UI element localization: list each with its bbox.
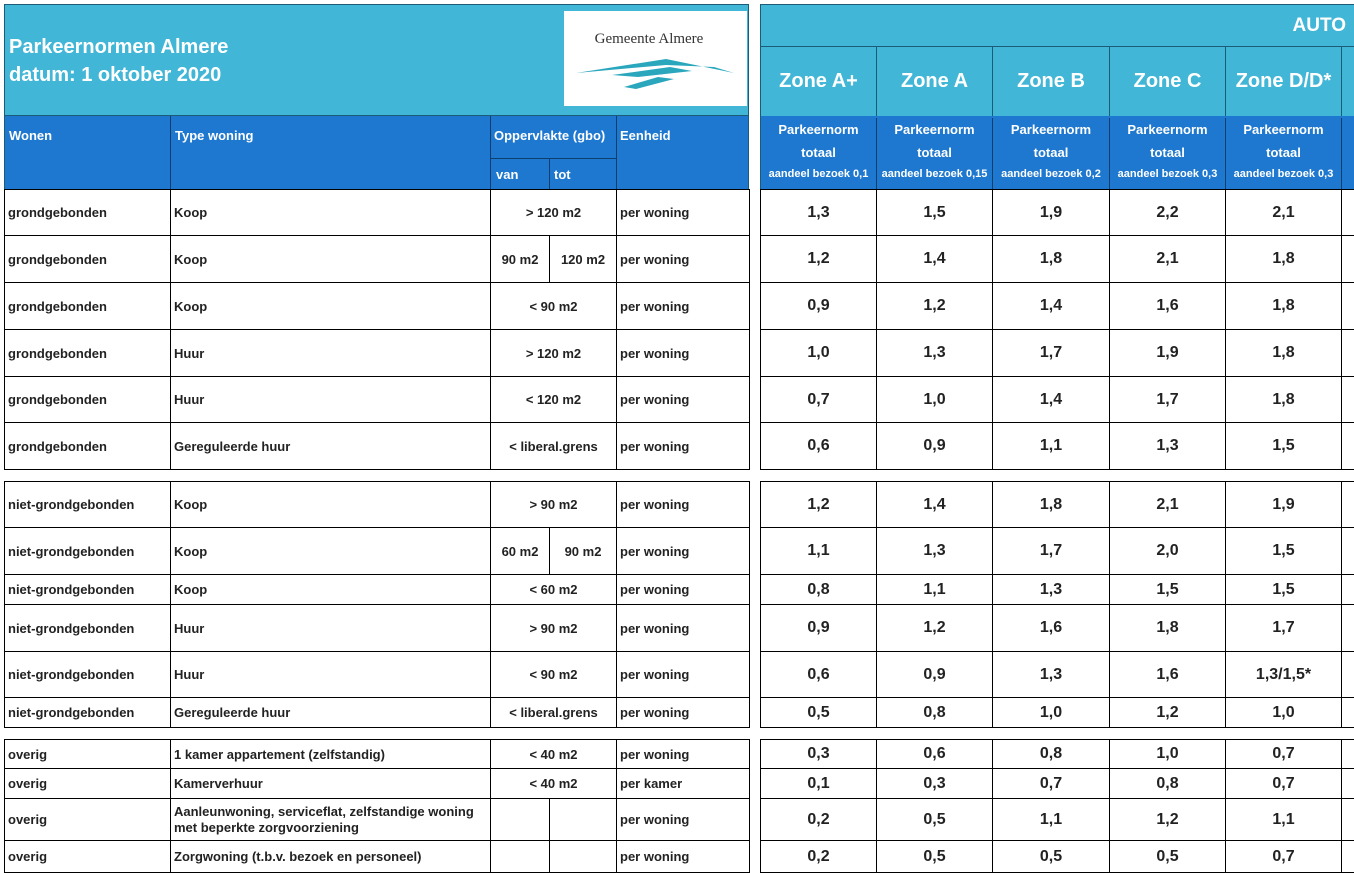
norm-value: 0,3 (877, 769, 993, 799)
row-category: overig (4, 739, 171, 769)
row-category: niet-grondgebonden (4, 528, 171, 575)
norm-total-label: totaal (917, 145, 952, 160)
row-category: overig (4, 799, 171, 841)
row-eenheid: per woning (617, 481, 750, 528)
row-edge-cell (1342, 605, 1354, 652)
norm-value: 2,1 (1226, 189, 1342, 236)
row-oppervlakte: > 90 m2 (491, 605, 617, 652)
zone-header: Zone C (1110, 46, 1226, 116)
norm-value: 1,0 (1110, 739, 1226, 769)
row-van: 90 m2 (491, 236, 550, 283)
row-eenheid: per woning (617, 528, 750, 575)
norm-label: Parkeernorm (894, 122, 975, 137)
row-oppervlakte: > 120 m2 (491, 189, 617, 236)
col-eenheid: Eenheid (620, 128, 671, 143)
row-eenheid: per woning (617, 236, 750, 283)
norm-header (993, 118, 1110, 189)
row-category: niet-grondgebonden (4, 481, 171, 528)
row-category: niet-grondgebonden (4, 698, 171, 728)
row-edge-cell (1342, 652, 1354, 698)
row-eenheid: per woning (617, 652, 750, 698)
norm-bezoek-label: aandeel bezoek 0,1 (768, 168, 869, 180)
page-date: datum: 1 oktober 2020 (9, 64, 222, 86)
norm-value: 1,2 (760, 481, 877, 528)
norm-label: Parkeernorm (1127, 122, 1208, 137)
row-type: Koop (171, 236, 491, 283)
row-category: grondgebonden (4, 236, 171, 283)
norm-bezoek-label: aandeel bezoek 0,2 (1001, 168, 1101, 180)
row-van (491, 841, 550, 873)
norm-header (1110, 118, 1226, 189)
col-tot: tot (554, 167, 571, 182)
norm-value: 1,9 (993, 189, 1110, 236)
norm-value: 0,7 (1226, 769, 1342, 799)
norm-value: 1,7 (1110, 377, 1226, 423)
norm-value: 0,6 (760, 423, 877, 470)
row-eenheid: per woning (617, 739, 750, 769)
row-eenheid: per kamer (617, 769, 750, 799)
norm-value: 0,8 (877, 698, 993, 728)
row-edge-cell (1342, 330, 1354, 377)
logo-wave-icon (574, 55, 734, 91)
norm-value: 1,8 (1110, 605, 1226, 652)
row-eenheid: per woning (617, 423, 750, 470)
auto-label: AUTO (1292, 15, 1346, 36)
zone-header: Zone D/D* (1226, 46, 1342, 116)
norm-value: 1,0 (760, 330, 877, 377)
norm-header (877, 118, 993, 189)
norm-value: 0,9 (877, 652, 993, 698)
row-oppervlakte: < 40 m2 (491, 769, 617, 799)
norm-total-label: totaal (1150, 145, 1185, 160)
zone-header: Zone A (877, 46, 993, 116)
row-edge-cell (1342, 698, 1354, 728)
row-category: niet-grondgebonden (4, 605, 171, 652)
row-edge-cell (1342, 377, 1354, 423)
norm-value: 1,0 (877, 377, 993, 423)
norm-value: 1,4 (993, 283, 1110, 330)
norm-value: 1,2 (1110, 799, 1226, 841)
norm-bezoek-label: aandeel bezoek 0,15 (881, 168, 988, 180)
row-oppervlakte: < liberal.grens (491, 698, 617, 728)
row-category: grondgebonden (4, 330, 171, 377)
row-category: overig (4, 841, 171, 873)
row-edge-cell (1342, 481, 1354, 528)
norm-value: 0,8 (993, 739, 1110, 769)
row-edge-cell (1342, 769, 1354, 799)
row-type: Koop (171, 189, 491, 236)
norm-header (1226, 118, 1342, 189)
norm-value: 1,8 (1226, 377, 1342, 423)
row-type: Aanleunwoning, serviceflat, zelfstandige woning met beperkte zorgvoorziening (171, 799, 491, 841)
norm-value: 1,2 (877, 283, 993, 330)
norm-value: 0,6 (760, 652, 877, 698)
row-eenheid: per woning (617, 575, 750, 605)
row-eenheid: per woning (617, 330, 750, 377)
norm-value: 1,3 (1110, 423, 1226, 470)
norm-value: 0,6 (877, 739, 993, 769)
row-oppervlakte: > 90 m2 (491, 481, 617, 528)
norm-value: 1,3/1,5* (1226, 652, 1342, 698)
norm-value: 0,3 (760, 739, 877, 769)
row-category: grondgebonden (4, 283, 171, 330)
row-eenheid: per woning (617, 605, 750, 652)
norm-value: 1,3 (760, 189, 877, 236)
row-type: Zorgwoning (t.b.v. bezoek en personeel) (171, 841, 491, 873)
row-oppervlakte: < liberal.grens (491, 423, 617, 470)
row-type: Gereguleerde huur (171, 423, 491, 470)
norm-value: 0,7 (760, 377, 877, 423)
norm-value: 1,3 (993, 575, 1110, 605)
row-type: Gereguleerde huur (171, 698, 491, 728)
row-type: Huur (171, 605, 491, 652)
row-category: grondgebonden (4, 377, 171, 423)
row-edge-cell (1342, 799, 1354, 841)
norm-value: 1,5 (1226, 528, 1342, 575)
norm-value: 1,5 (1226, 423, 1342, 470)
row-eenheid: per woning (617, 841, 750, 873)
row-oppervlakte: > 120 m2 (491, 330, 617, 377)
norm-value: 1,1 (1226, 799, 1342, 841)
municipality-logo (564, 11, 747, 106)
norm-value: 0,9 (760, 605, 877, 652)
norm-label: Parkeernorm (1243, 122, 1324, 137)
norm-value: 1,5 (1110, 575, 1226, 605)
norm-value: 1,7 (993, 330, 1110, 377)
col-van: van (496, 167, 519, 182)
norm-total-label: totaal (801, 145, 836, 160)
norm-value: 0,8 (760, 575, 877, 605)
col-wonen: Wonen (9, 128, 53, 143)
norm-value: 0,9 (877, 423, 993, 470)
norm-value: 1,8 (993, 236, 1110, 283)
norm-label: Parkeernorm (1010, 122, 1092, 137)
row-eenheid: per woning (617, 283, 750, 330)
norm-value: 1,1 (760, 528, 877, 575)
row-edge-cell (1342, 236, 1354, 283)
norm-value: 1,0 (993, 698, 1110, 728)
norm-value: 0,1 (760, 769, 877, 799)
row-tot (550, 799, 617, 841)
zone-edge-strip (1342, 46, 1354, 189)
row-oppervlakte: < 90 m2 (491, 652, 617, 698)
row-tot (550, 841, 617, 873)
row-edge-cell (1342, 739, 1354, 769)
norm-value: 0,2 (760, 799, 877, 841)
row-eenheid: per woning (617, 799, 750, 841)
row-type: Koop (171, 481, 491, 528)
row-oppervlakte: < 40 m2 (491, 739, 617, 769)
norm-value: 1,6 (993, 605, 1110, 652)
norm-total-label: totaal (1033, 145, 1069, 160)
norm-value: 1,8 (1226, 283, 1342, 330)
norm-value: 1,8 (1226, 330, 1342, 377)
norm-value: 1,6 (1110, 652, 1226, 698)
row-category: niet-grondgebonden (4, 652, 171, 698)
norm-value: 1,4 (877, 236, 993, 283)
norm-value: 0,7 (993, 769, 1110, 799)
norm-value: 1,3 (877, 528, 993, 575)
norm-value: 1,7 (993, 528, 1110, 575)
norm-value: 1,7 (1226, 605, 1342, 652)
zone-header: Zone B (993, 46, 1110, 116)
norm-value: 1,6 (1110, 283, 1226, 330)
row-eenheid: per woning (617, 698, 750, 728)
norm-value: 2,0 (1110, 528, 1226, 575)
norm-value: 1,3 (877, 330, 993, 377)
norm-value: 1,1 (877, 575, 993, 605)
row-type: Huur (171, 377, 491, 423)
row-oppervlakte: < 120 m2 (491, 377, 617, 423)
norm-label: Parkeernorm (778, 122, 859, 137)
row-edge-cell (1342, 575, 1354, 605)
row-edge-cell (1342, 283, 1354, 330)
row-van: 60 m2 (491, 528, 550, 575)
norm-value: 1,2 (1110, 698, 1226, 728)
norm-bezoek-label: aandeel bezoek 0,3 (1117, 168, 1218, 180)
norm-value: 0,8 (1110, 769, 1226, 799)
left-title-panel (4, 4, 749, 116)
norm-header (761, 118, 877, 189)
row-type: 1 kamer appartement (zelfstandig) (171, 739, 491, 769)
norm-value: 0,7 (1226, 739, 1342, 769)
row-tot: 120 m2 (550, 236, 617, 283)
row-oppervlakte: < 60 m2 (491, 575, 617, 605)
norm-value: 1,5 (1226, 575, 1342, 605)
norm-value: 0,2 (760, 841, 877, 873)
norm-total-label: totaal (1266, 145, 1301, 160)
norm-value: 0,5 (1110, 841, 1226, 873)
row-eenheid: per woning (617, 377, 750, 423)
col-oppervlakte: Oppervlakte (gbo) (494, 128, 606, 143)
norm-value: 1,4 (877, 481, 993, 528)
row-category: niet-grondgebonden (4, 575, 171, 605)
row-category: grondgebonden (4, 423, 171, 470)
row-eenheid: per woning (617, 189, 750, 236)
norm-value: 0,9 (760, 283, 877, 330)
row-tot: 90 m2 (550, 528, 617, 575)
norm-value: 1,2 (877, 605, 993, 652)
norm-value: 1,3 (993, 652, 1110, 698)
row-edge-cell (1342, 841, 1354, 873)
norm-value: 0,5 (993, 841, 1110, 873)
row-type: Huur (171, 652, 491, 698)
norm-value: 0,5 (760, 698, 877, 728)
col-type-woning: Type woning (175, 128, 254, 143)
norm-value: 1,2 (760, 236, 877, 283)
row-type: Huur (171, 330, 491, 377)
row-edge-cell (1342, 423, 1354, 470)
norm-value: 0,7 (1226, 841, 1342, 873)
row-type: Koop (171, 283, 491, 330)
row-edge-cell (1342, 528, 1354, 575)
norm-value: 0,5 (877, 841, 993, 873)
norm-value: 1,1 (993, 423, 1110, 470)
row-oppervlakte: < 90 m2 (491, 283, 617, 330)
norm-value: 1,9 (1226, 481, 1342, 528)
norm-value: 0,5 (877, 799, 993, 841)
norm-value: 1,8 (1226, 236, 1342, 283)
row-type: Koop (171, 575, 491, 605)
norm-value: 1,9 (1110, 330, 1226, 377)
norm-value: 1,1 (993, 799, 1110, 841)
row-type: Koop (171, 528, 491, 575)
norm-value: 1,0 (1226, 698, 1342, 728)
norm-value: 2,2 (1110, 189, 1226, 236)
zone-header: Zone A+ (761, 46, 877, 116)
norm-value: 2,1 (1110, 236, 1226, 283)
norm-bezoek-label: aandeel bezoek 0,3 (1233, 168, 1334, 180)
row-type: Kamerverhuur (171, 769, 491, 799)
norm-value: 2,1 (1110, 481, 1226, 528)
row-category: overig (4, 769, 171, 799)
norm-value: 1,5 (877, 189, 993, 236)
norm-value: 1,8 (993, 481, 1110, 528)
norm-value: 1,4 (993, 377, 1110, 423)
row-edge-cell (1342, 189, 1354, 236)
row-van (491, 799, 550, 841)
page-title: Parkeernormen Almere (9, 36, 229, 58)
row-category: grondgebonden (4, 189, 171, 236)
logo-text: Gemeente Almere (594, 31, 704, 47)
